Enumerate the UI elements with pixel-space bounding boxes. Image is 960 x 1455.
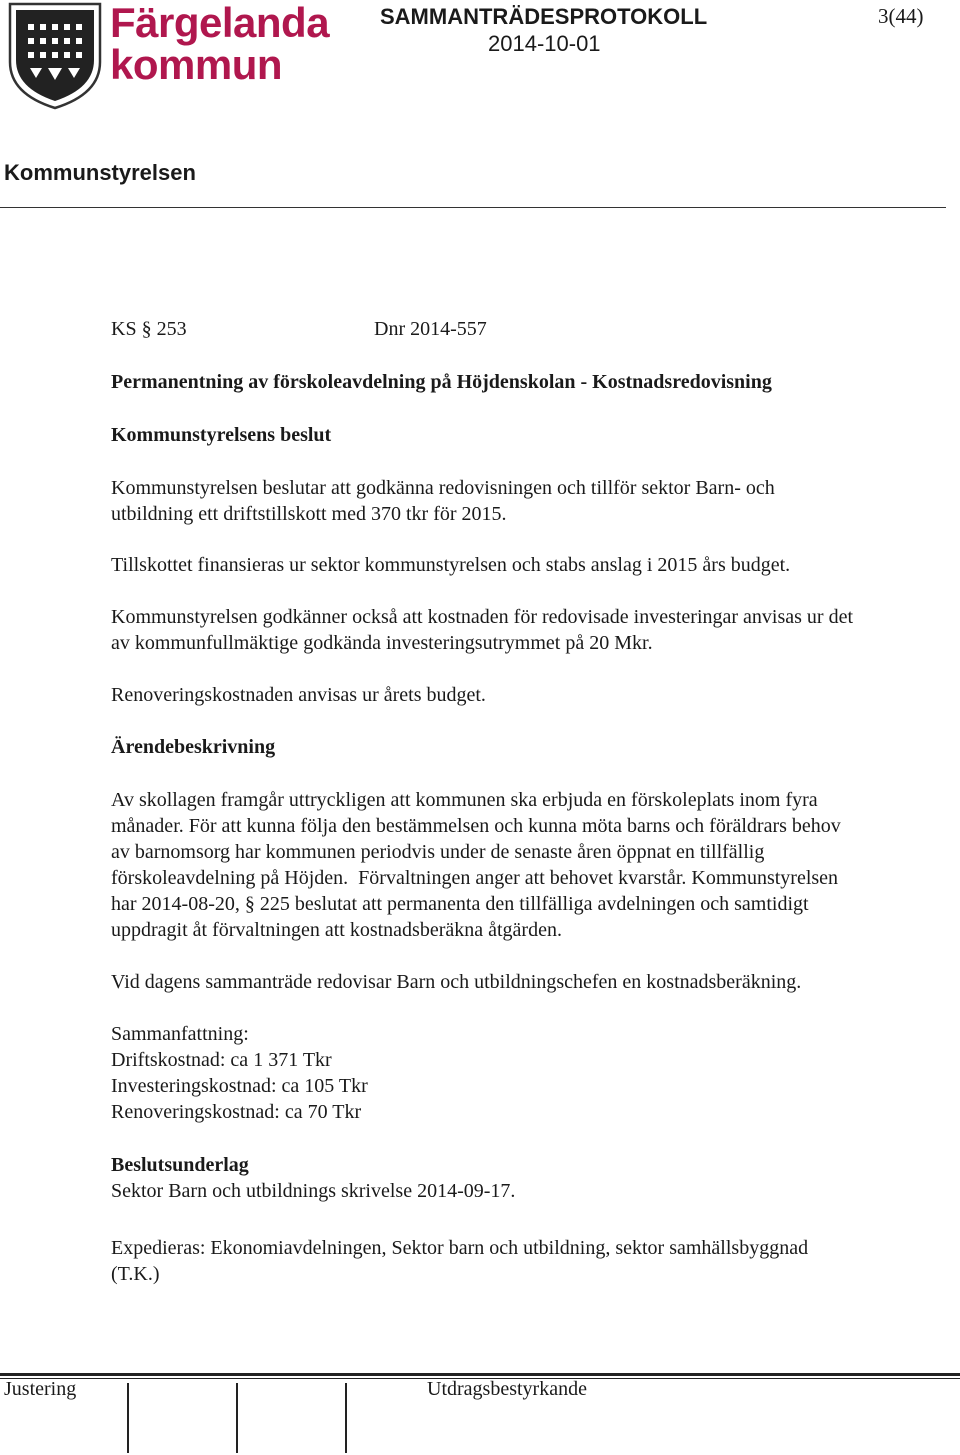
sent-to-line-1: Expedieras: Ekonomiavdelningen, Sektor barn och utbildning, sektor samhällsbyggnad	[111, 1237, 809, 1259]
header-divider	[0, 207, 946, 208]
description-line-4: förskoleavdelning på Höjden. Förvaltningen anger att behovet kvarstår. Kommunstyrelsen	[111, 867, 839, 889]
decision-paragraph-3-line-1: Kommunstyrelsen godkänner också att kostnaden för redovisade investeringar anvisas ur det	[111, 606, 854, 628]
description-heading: Ärendebeskrivning	[111, 736, 276, 758]
logo-line-2: kommun	[110, 41, 283, 88]
signature-box-divider	[236, 1383, 238, 1453]
section-title: Kommunstyrelsen	[4, 160, 196, 185]
meeting-date: 2014-10-01	[488, 31, 601, 56]
footer-divider	[0, 1373, 960, 1376]
document-type-title: SAMMANTRÄDESPROTOKOLL	[380, 4, 708, 29]
description-line-2: månader. För att kunna följa den bestämmelsen och kunna möta barns och föräldrars behov	[111, 815, 841, 837]
signature-box-divider	[127, 1383, 129, 1453]
decision-paragraph-3-line-2: av kommunfullmäktige godkända investeringsutrymmet på 20 Mkr.	[111, 632, 653, 654]
footer-utdrag-label: Utdragsbestyrkande	[427, 1378, 587, 1400]
decision-heading: Kommunstyrelsens beslut	[111, 424, 332, 446]
basis-text: Sektor Barn och utbildnings skrivelse 2014-09-17.	[111, 1180, 516, 1202]
description-line-6: uppdragit åt förvaltningen att kostnadsberäkna åtgärden.	[111, 919, 562, 941]
decision-paragraph-2: Tillskottet finansieras ur sektor kommunstyrelsen och stabs anslag i 2015 års budget.	[111, 554, 791, 576]
item-number: KS § 253	[111, 318, 187, 340]
summary-operating-cost: Driftskostnad: ca 1 371 Tkr	[111, 1049, 332, 1071]
logo-line-1: Färgelanda	[110, 0, 330, 46]
footer-justering-label: Justering	[4, 1378, 77, 1400]
diary-number: Dnr 2014-557	[374, 318, 487, 340]
description-line-1: Av skollagen framgår uttryckligen att kommunen ska erbjuda en förskoleplats inom fyra	[111, 789, 818, 811]
logo-wordmark	[110, 2, 329, 86]
signature-box-divider	[345, 1383, 347, 1453]
basis-heading: Beslutsunderlag	[111, 1154, 249, 1176]
description-line-3: av barnomsorg har kommunen periodvis under de senaste åren öppnat en tillfällig	[111, 841, 765, 863]
summary-label: Sammanfattning:	[111, 1023, 249, 1045]
page-number: 3(44)	[878, 4, 924, 28]
description-paragraph-2: Vid dagens sammanträde redovisar Barn och utbildningschefen en kostnadsberäkning.	[111, 971, 802, 993]
decision-paragraph-4: Renoveringskostnaden anvisas ur årets budget.	[111, 684, 486, 706]
decision-paragraph-1-line-1: Kommunstyrelsen beslutar att godkänna redovisningen och tillför sektor Barn- och	[111, 477, 775, 499]
coat-of-arms-icon	[6, 2, 106, 110]
decision-paragraph-1-line-2: utbildning ett driftstillskott med 370 tkr för 2015.	[111, 503, 507, 525]
description-line-5: har 2014-08-20, § 225 beslutat att permanenta den tillfälliga avdelningen och samtidigt	[111, 893, 809, 915]
item-heading: Permanentning av förskoleavdelning på Höjdenskolan - Kostnadsredovisning	[111, 371, 772, 393]
summary-renovation-cost: Renoveringskostnad: ca 70 Tkr	[111, 1101, 362, 1123]
summary-investment-cost: Investeringskostnad: ca 105 Tkr	[111, 1075, 368, 1097]
sent-to-line-2: (T.K.)	[111, 1263, 160, 1285]
